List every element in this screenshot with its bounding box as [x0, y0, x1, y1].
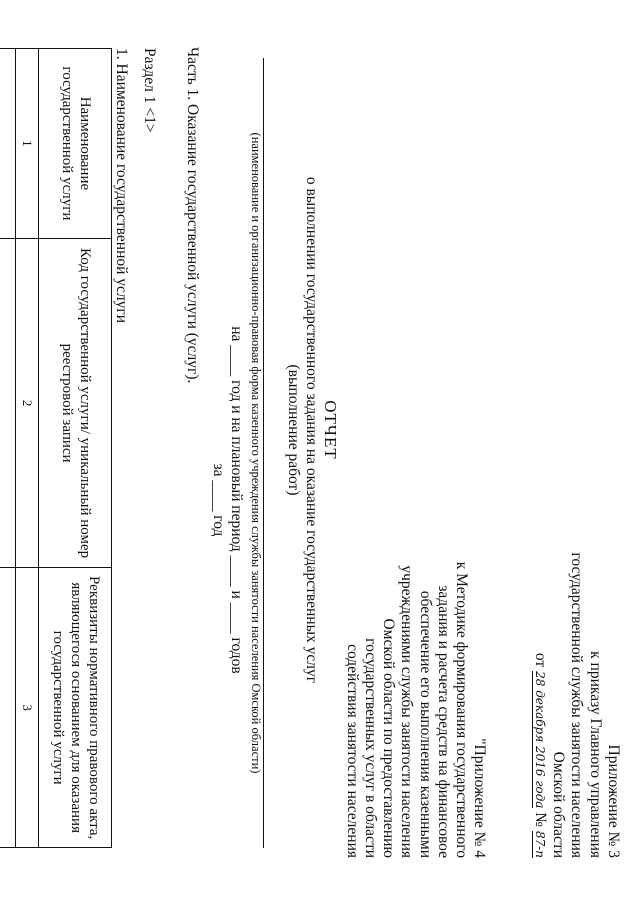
appendix-3-date-line: [531, 480, 549, 858]
appendix-4-title: "Приложение № 4: [471, 738, 488, 858]
handwritten-number: 87-п: [532, 830, 547, 858]
services-table: [0, 48, 112, 848]
org-name-caption: (наименование и организационно-правовая форма казенного учреждения службы занятости населения Омской области): [249, 132, 263, 774]
appendix-3-line: государственной службы занятости населения: [568, 552, 586, 858]
appendix-4-header: [343, 500, 488, 858]
table-header-cell: Реквизиты нормативного правового акта, являющегося основанием для оказания государственной услуги: [39, 568, 112, 848]
appendix-4-line: к Методике формирования государственного: [452, 561, 470, 858]
appendix-4-line: содействия занятости населения: [344, 644, 362, 858]
handwritten-date: 28 декабря 2016 года: [532, 671, 547, 809]
table-cell: [0, 568, 16, 848]
column-number-cell: 2: [16, 238, 39, 568]
period-line-year: за ____ год: [209, 463, 227, 537]
appendix-3-header: [531, 480, 622, 858]
period-line-plan: на ____ год и на плановый период ____ и ____ годов: [228, 326, 245, 674]
table-header-cell: Код государственной услуги/ уникальный номер реестровой записи: [39, 238, 112, 568]
appendix-4-line: государственных услуг в области: [362, 638, 380, 858]
table-cell: [0, 49, 16, 239]
appendix-4-line: обеспечение его выполнения казенными: [416, 590, 434, 858]
section-1-heading: Раздел 1 <1>: [141, 48, 158, 133]
service-name-label: 1. Наименование государственной услуги: [113, 48, 130, 324]
report-subtitle: о выполнении государственного задания на оказание государственных услуг (выполнение работ): [284, 176, 320, 684]
appendix-4-line: Омской области по предоставлению: [380, 618, 398, 858]
table-cell: [0, 238, 16, 568]
table-header-row: [39, 49, 112, 848]
part-1-heading: Часть 1. Оказание государственной услуги (услуг).: [184, 47, 201, 384]
report-period: [208, 290, 245, 710]
column-number-cell: 3: [16, 568, 39, 848]
appendix-4-line: задания и расчета средств на финансовое: [434, 585, 452, 858]
report-title-block: [283, 150, 340, 710]
appendix-3-line: к приказу Главного управления: [586, 651, 604, 858]
date-prefix: от: [531, 652, 549, 668]
appendix-3-line: Омской области: [550, 751, 568, 858]
table-row: [0, 49, 16, 848]
number-prefix: №: [531, 812, 549, 828]
column-number-cell: 1: [16, 49, 39, 239]
table-column-numbers-row: [16, 49, 39, 848]
appendix-4-line: учреждениями службы занятости населения: [398, 565, 416, 858]
report-title: ОТЧЕТ: [321, 400, 340, 460]
org-name-line: [248, 58, 264, 848]
appendix-3-title: Приложение № 3: [605, 744, 622, 858]
table-header-cell: Наименование государственной услуги: [39, 49, 112, 239]
